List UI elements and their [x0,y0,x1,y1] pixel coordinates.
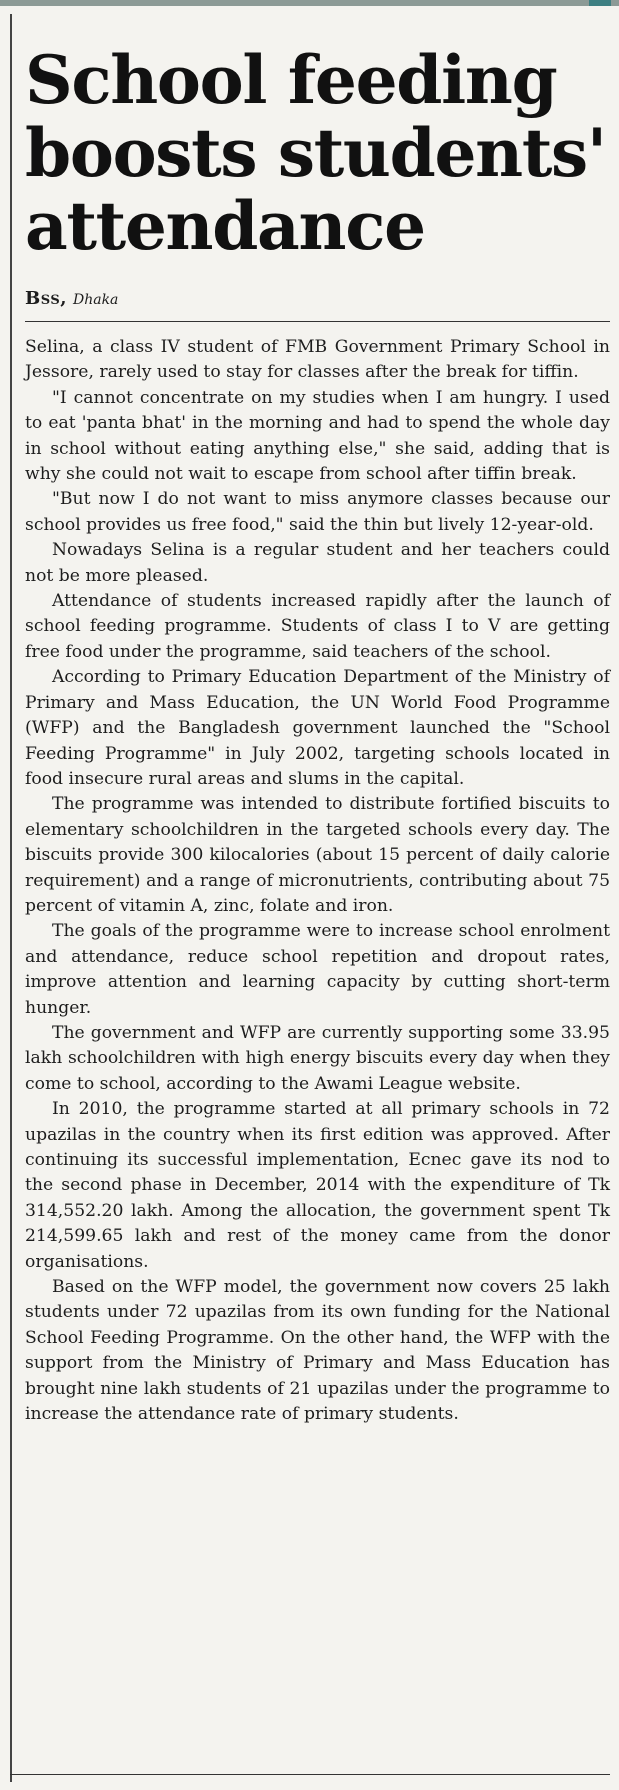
top-accent-block [589,0,611,6]
article-paragraph: Nowadays Selina is a regular student and her teachers could not be more pleased. [25,540,610,586]
top-color-bar [0,0,619,6]
article-paragraph: Selina, a class IV student of FMB Government Primary School in Jessore, rarely used to stay for classes after the break for tiffin. [25,337,610,383]
bottom-divider [10,1774,610,1775]
article-paragraph: Attendance of students increased rapidly after the launch of school feeding programme. Students of class I to V are getting free food under the programme, said teachers of the school. [25,591,610,662]
article-paragraph: "But now I do not want to miss anymore classes because our school provides us free food," said the thin but lively 12-year-old. [25,489,610,535]
article-paragraph: Based on the WFP model, the government now covers 25 lakh students under 72 upazilas from its own funding for the National School Feeding Programme. On the other hand, the WFP with the support from the Ministry of Primary and Mass Education has brought nine lakh students of 21 upazilas under the programme to increase the attendance rate of primary students. [25,1277,610,1425]
byline-divider [25,321,610,322]
byline-place: Dhaka [72,292,119,308]
article-paragraph: "I cannot concentrate on my studies when I am hungry. I used to eat 'panta bhat' in the morning and had to spend the whole day in school without eating anything else," she said, adding that is why she could not wait to escape from school after tiffin break. [25,387,610,485]
article-paragraph: The programme was intended to distribute fortified biscuits to elementary schoolchildren in the targeted schools every day. The biscuits provide 300 kilocalories (about 15 percent of daily calorie requirement) and a range of micronutrients, contributing about 75 percent of vitamin A, zinc, folate and iron. [25,794,610,916]
article-headline: School feeding boosts students' attendance [25,41,606,265]
article-paragraph: The government and WFP are currently supporting some 33.95 lakh schoolchildren with high energy biscuits every day when they come to school, according to the Awami League website. [25,1022,610,1094]
news-article [10,14,610,1782]
article-paragraph: In 2010, the programme started at all primary schools in 72 upazilas in the country when its first edition was approved. After continuing its successful implementation, Ecnec gave its nod to the second phase in December, 2014 with the expenditure of Tk 314,552.20 lakh. Among the allocation, the government spent Tk 214,599.65 lakh and rest of the money came from the donor organisations. [25,1099,610,1272]
article-body [25,335,610,1427]
article-paragraph: The goals of the programme were to increase school enrolment and attendance, reduce school repetition and dropout rates, improve attention and learning capacity by cutting short-term hunger. [25,921,610,1018]
article-byline [25,289,610,310]
byline-agency: Bss, [25,288,67,309]
article-paragraph: According to Primary Education Department of the Ministry of Primary and Mass Education, the UN World Food Programme (WFP) and the Bangladesh government launched the "School Feeding Programme" in July 2002, targeting schools located in food insecure rural areas and slums in the capital. [25,667,610,789]
